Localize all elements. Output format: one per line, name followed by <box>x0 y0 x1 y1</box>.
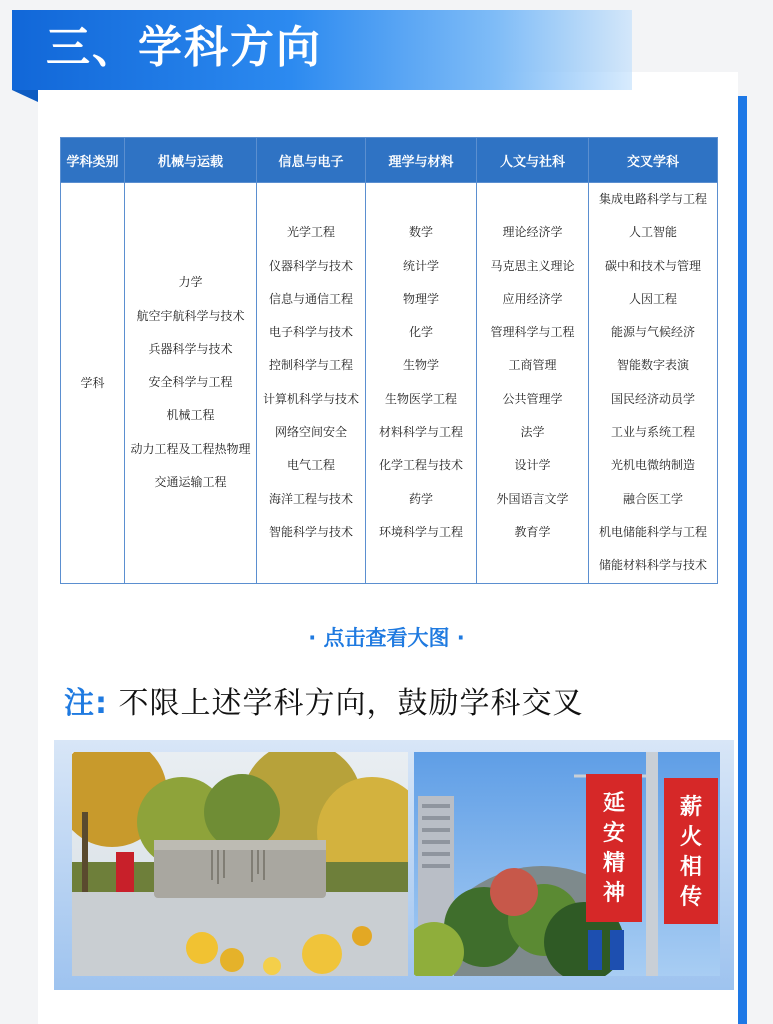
subject-item: 交通运输工程 <box>154 475 227 490</box>
subject-item: 材料科学与工程 <box>378 425 463 440</box>
column-information <box>257 183 366 584</box>
subject-list <box>125 266 256 499</box>
subject-item: 国民经济动员学 <box>610 391 695 406</box>
header-interdisciplinary: 交叉学科 <box>589 138 718 183</box>
subject-item: 公共管理学 <box>502 391 563 406</box>
column-humanities <box>477 183 589 584</box>
subject-item: 人因工程 <box>628 291 677 306</box>
table-header-row <box>61 138 718 183</box>
column-science <box>366 183 477 584</box>
subject-list <box>366 216 476 549</box>
banner-fold <box>12 90 38 102</box>
subject-item: 化学 <box>408 325 433 340</box>
photo-strip <box>54 740 734 990</box>
subject-item: 信息与通信工程 <box>268 291 353 306</box>
subject-list <box>257 216 365 549</box>
subject-item: 工业与系统工程 <box>610 425 695 440</box>
subject-item: 生物学 <box>402 358 439 373</box>
subject-item: 教育学 <box>514 524 551 539</box>
subject-item: 动力工程及工程热物理 <box>130 441 251 456</box>
subject-item: 智能科学与技术 <box>268 524 353 539</box>
subject-item: 集成电路科学与工程 <box>598 192 707 206</box>
card-edge <box>738 96 747 1024</box>
subject-item: 理论经济学 <box>502 225 563 240</box>
subject-item: 管理科学与工程 <box>490 325 575 340</box>
table-row <box>61 183 718 584</box>
subject-item: 生物医学工程 <box>384 391 457 406</box>
campus-stone-photo <box>72 752 408 976</box>
subject-list <box>589 183 717 583</box>
header-humanities: 人文与社科 <box>477 138 589 183</box>
header-information: 信息与电子 <box>257 138 366 183</box>
subject-item: 兵器科学与技术 <box>148 341 233 356</box>
subject-item: 电气工程 <box>286 458 335 473</box>
subject-item: 机电储能科学与工程 <box>598 524 707 539</box>
subject-item: 物理学 <box>402 291 439 306</box>
subject-item: 马克思主义理论 <box>490 258 575 273</box>
banner-right-text: 薪火相传 <box>679 795 703 910</box>
subject-item: 融合医工学 <box>622 491 683 506</box>
subject-item: 网络空间安全 <box>274 425 347 440</box>
subject-item: 数学 <box>408 225 433 240</box>
column-interdisciplinary <box>589 183 718 584</box>
view-large-image-link[interactable]: · 点击查看大图 · <box>308 626 465 650</box>
campus-banner-photo <box>414 752 720 976</box>
column-mechanical <box>125 183 257 584</box>
header-category: 学科类别 <box>61 138 125 183</box>
subject-table <box>60 137 718 584</box>
subject-item: 机械工程 <box>166 408 215 423</box>
subject-item: 设计学 <box>514 458 551 473</box>
header-science: 理学与材料 <box>366 138 477 183</box>
subject-item: 碳中和技术与管理 <box>604 258 701 273</box>
subject-item: 计算机科学与技术 <box>262 391 359 406</box>
subject-item: 环境科学与工程 <box>378 524 463 539</box>
subject-item: 航空宇航科学与技术 <box>136 308 245 323</box>
subject-item: 海洋工程与技术 <box>268 491 353 506</box>
subject-item: 安全科学与工程 <box>148 375 233 390</box>
note <box>64 678 584 722</box>
subject-item: 外国语言文学 <box>496 491 569 506</box>
subject-item: 应用经济学 <box>502 291 563 306</box>
subject-item: 化学工程与技术 <box>378 458 463 473</box>
subject-item: 能源与气候经济 <box>610 325 695 340</box>
subject-item: 光学工程 <box>286 225 335 240</box>
row-label: 学科 <box>61 183 125 584</box>
subject-list <box>477 216 588 549</box>
subject-item: 电子科学与技术 <box>268 325 353 340</box>
header-mechanical: 机械与运载 <box>125 138 257 183</box>
subject-item: 药学 <box>408 491 433 506</box>
note-text: 不限上述学科方向，鼓励学科交叉 <box>118 686 584 721</box>
section-title: 三、学科方向 <box>46 22 322 73</box>
subject-item: 统计学 <box>402 258 439 273</box>
subject-item: 人工智能 <box>628 225 677 240</box>
subject-item: 智能数字表演 <box>616 358 689 373</box>
banner-left-text: 延安精神 <box>602 791 626 906</box>
subject-item: 光机电微纳制造 <box>610 458 695 473</box>
subject-item: 法学 <box>520 425 545 440</box>
note-prefix: 注: <box>64 686 108 721</box>
subject-item: 力学 <box>178 275 203 290</box>
subject-item: 控制科学与工程 <box>268 358 353 373</box>
subject-item: 工商管理 <box>508 358 557 373</box>
subject-item: 仪器科学与技术 <box>268 258 353 273</box>
subject-item: 储能材料科学与技术 <box>598 558 707 573</box>
